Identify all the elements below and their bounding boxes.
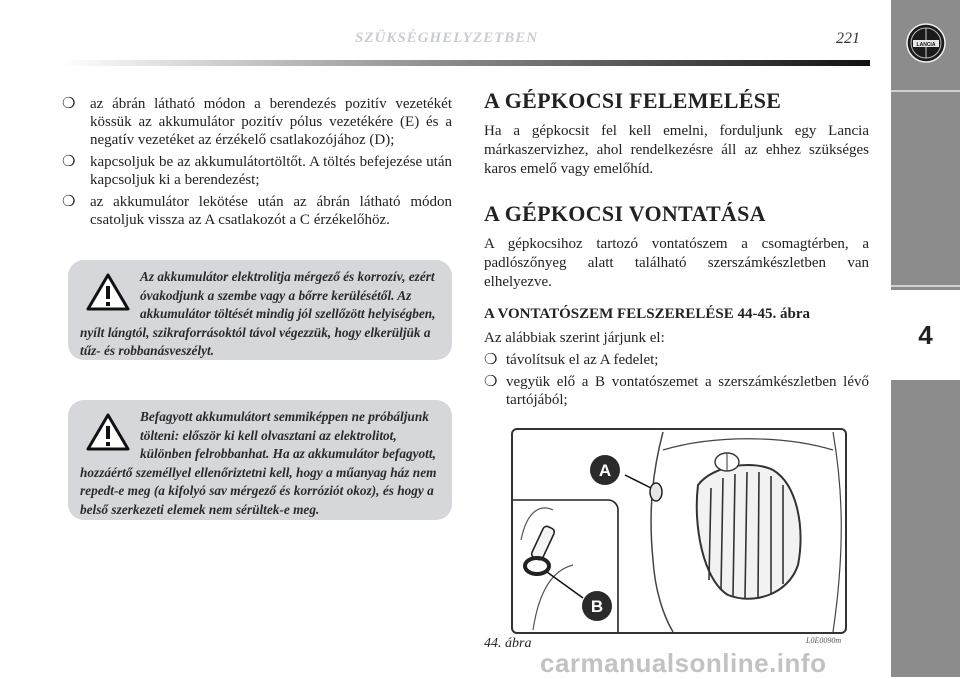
heading-towing: A GÉPKOCSI VONTATÁSA [484, 201, 766, 226]
warning-triangle-icon [86, 272, 130, 312]
warning-box [68, 260, 452, 360]
callout-label-a: A [598, 461, 612, 480]
list-item-text: vegyük elő a B vontatószemet a szerszámkészletben lévő tartójából; [506, 374, 869, 408]
list-item-text: kapcsoljuk be az akkumulátortöltőt. A töltés befejezése után kapcsoljuk ki a berendezést; [90, 154, 452, 188]
warning-box [68, 400, 452, 520]
bullet-marker: ❍ [62, 96, 76, 112]
list-item [62, 193, 452, 229]
heading-lifting: A GÉPKOCSI FELEMELÉSE [484, 88, 782, 113]
warning-text: Befagyott akkumulátort semmiképpen ne próbáljunk tölteni: először ki kell olvasztani az elektrolitot, különben felrobbanhat. Ha az akkumulátor befagyott, hozzáértő személlyel ellenőriztetni kell, hogy a műanyag ház nem repedt-e meg (a kifolyó sav mérgező és korróziót okoz), és hogy a belső szerkezeti elemek nem sérültek-e meg. [80, 409, 437, 517]
list-item-text: az akkumulátor lekötése után az ábrán látható módon csatoljuk vissza az A csatlakozót a C érzékelőhöz. [90, 194, 452, 228]
list-item-text: az ábrán látható módon a berendezés pozitív vezetékét kössük az akkumulátor pozitív pólus vezetékére (E) és a negatív vezetéket az érzékelő csatlakozójához (D); [90, 96, 452, 148]
paragraph-towing: A gépkocsihoz tartozó vontatószem a csomagtérben, a padlószőnyeg alatt található szerszámkészletben van elhelyezve. [484, 236, 869, 290]
page-number: 221 [836, 30, 860, 47]
sidebar-divider [891, 285, 960, 287]
paragraph-steps-intro: Az alábbiak szerint járjunk el: [484, 330, 665, 346]
figure-caption: 44. ábra [484, 636, 532, 651]
figure-towing-eye [511, 428, 847, 634]
warning-triangle-icon [86, 412, 130, 452]
bullet-marker: ❍ [62, 154, 76, 170]
list-item [484, 351, 869, 369]
bullet-marker: ❍ [62, 194, 76, 210]
left-column [62, 95, 452, 233]
figure-code: L0E0090m [806, 636, 842, 645]
subheading-towing-eye: A VONTATÓSZEM FELSZERELÉSE 44-45. ábra [484, 306, 811, 322]
paragraph-lifting: Ha a gépkocsit fel kell emelni, forduljunk egy Lancia márkaszervizhez, ahol rendelkezésre áll az ehhez szükséges karos emelő vagy emelőhíd. [484, 123, 869, 177]
list-item [62, 95, 452, 149]
callout-label-b: B [590, 597, 604, 616]
header-rule [60, 60, 870, 66]
section-title: SZÜKSÉGHELYZETBEN [355, 30, 539, 46]
list-item [484, 373, 869, 409]
logo-text: LANCIA [916, 42, 936, 48]
list-item [62, 153, 452, 189]
list-item-text: távolítsuk el az A fedelet; [506, 352, 659, 368]
sidebar-divider [891, 90, 960, 92]
lancia-logo-icon [905, 22, 947, 64]
right-column [484, 88, 869, 413]
bullet-marker: ❍ [484, 374, 498, 390]
warning-text: Az akkumulátor elektrolitja mérgező és korrozív, ezért óvakodjunk a szembe vagy a bőrre kerülésétől. Az akkumulátor töltését mindig jól szellőzött helyiségben, nyílt lángtól, szikraforrásoktól távol végezzük, hogy elkerüljük a tűz- és robbanásveszélyt. [80, 269, 436, 358]
watermark: carmanualsonline.info [540, 648, 827, 678]
car-front-illustration [513, 430, 845, 632]
chapter-number: 4 [891, 290, 960, 380]
bullet-marker: ❍ [484, 352, 498, 368]
